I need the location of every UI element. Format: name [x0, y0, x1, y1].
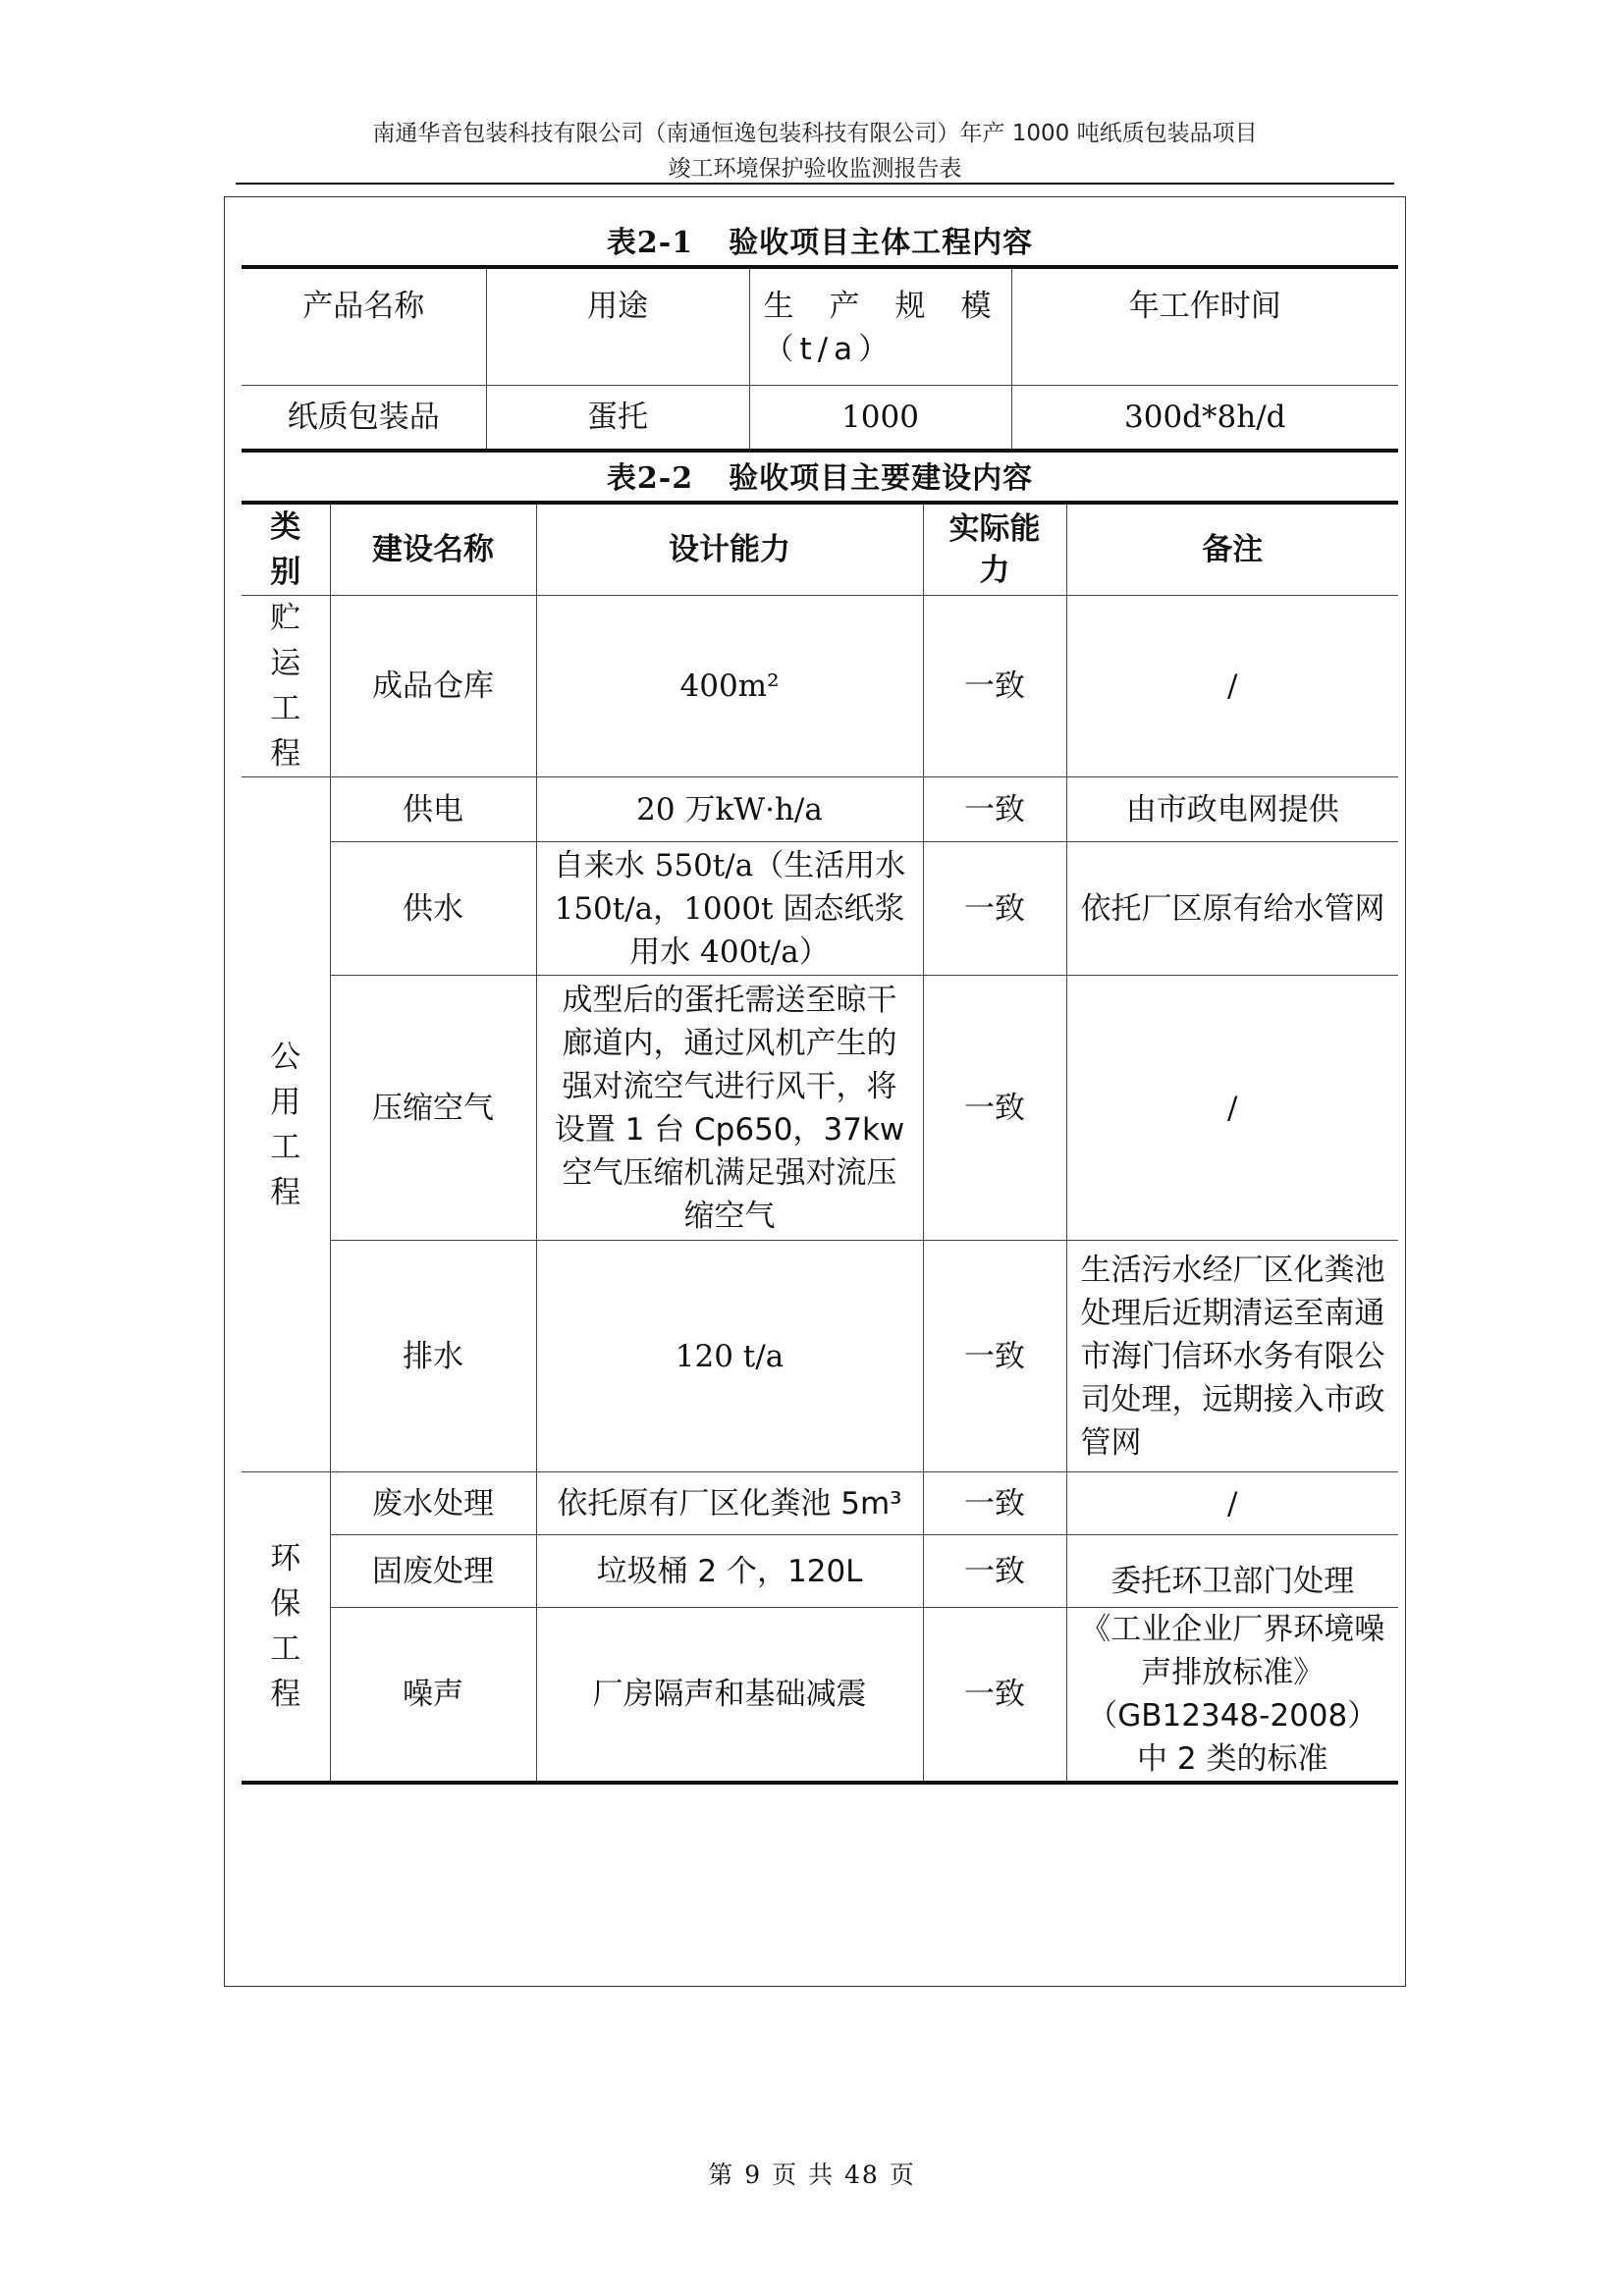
table1-header-cell: 用途 [486, 267, 749, 386]
name-cell: 废水处理 [330, 1472, 536, 1535]
category-cell: 公用工程 [242, 777, 330, 1472]
table1-cell: 纸质包装品 [242, 386, 486, 452]
note-cell: / [1066, 596, 1398, 777]
table2-header-row [242, 503, 1398, 596]
page-footer: 第 9 页 共 48 页 [708, 2161, 916, 2189]
actual-cell: 一致 [923, 1608, 1066, 1784]
name-cell: 排水 [330, 1241, 536, 1472]
table1-header-cell: 产品名称 [242, 267, 486, 386]
table1-cell: 1000 [749, 386, 1011, 452]
name-cell: 固废处理 [330, 1535, 536, 1608]
actual-cell: 一致 [923, 976, 1066, 1241]
table2-header-cell: 类别 [242, 503, 330, 596]
table2-caption-num: 表2-2 [606, 461, 694, 496]
table2-header-cell: 备注 [1066, 503, 1398, 596]
table2-header-cell: 建设名称 [330, 503, 536, 596]
table-row [242, 976, 1398, 1241]
table2-caption [242, 454, 1398, 497]
actual-cell: 一致 [923, 596, 1066, 777]
actual-cell: 一致 [923, 1472, 1066, 1535]
design-cell: 400m² [536, 596, 923, 777]
actual-cell: 一致 [923, 1535, 1066, 1608]
design-cell: 垃圾桶 2 个，120L [536, 1535, 923, 1608]
table-construction-content [242, 501, 1398, 1785]
table1-data-row [242, 386, 1398, 452]
table-row [242, 596, 1398, 777]
table-main-project [242, 265, 1398, 453]
table1-cell: 300d*8h/d [1011, 386, 1398, 452]
table1-header-cell: 生 产 规 模（t/a） [749, 267, 1011, 386]
design-cell: 自来水 550t/a（生活用水 150t/a，1000t 固态纸浆用水 400t/a） [536, 842, 923, 976]
name-cell: 供水 [330, 842, 536, 976]
category-cell: 贮运工程 [242, 596, 330, 777]
note-cell: 生活污水经厂区化粪池处理后近期清运至南通市海门信环水务有限公司处理，远期接入市政管网 [1066, 1241, 1398, 1472]
name-cell: 供电 [330, 777, 536, 842]
name-cell: 压缩空气 [330, 976, 536, 1241]
table-row [242, 1608, 1398, 1784]
table1-header-row [242, 267, 1398, 386]
design-cell: 成型后的蛋托需送至晾干廊道内，通过风机产生的强对流空气进行风干，将设置 1 台 Cp650，37kw 空气压缩机满足强对流压缩空气 [536, 976, 923, 1241]
report-header [236, 116, 1394, 187]
design-cell: 厂房隔声和基础减震 [536, 1608, 923, 1784]
note-cell: 委托环卫部门处理 [1066, 1535, 1398, 1608]
table1-cell: 蛋托 [486, 386, 749, 452]
category-cell: 环保工程 [242, 1472, 330, 1784]
actual-cell: 一致 [923, 1241, 1066, 1472]
note-cell: 《工业企业厂界环境噪声排放标准》（GB12348-2008）中 2 类的标准 [1066, 1608, 1398, 1784]
table2-header-cell: 设计能力 [536, 503, 923, 596]
table1-caption-title: 验收项目主体工程内容 [729, 226, 1034, 260]
note-cell: 依托厂区原有给水管网 [1066, 842, 1398, 976]
table2-header-cell: 实际能力 [923, 503, 1066, 596]
table2-caption-title: 验收项目主要建设内容 [729, 461, 1034, 496]
design-cell: 20 万kW·h/a [536, 777, 923, 842]
actual-cell: 一致 [923, 842, 1066, 976]
header-rule [236, 183, 1394, 185]
name-cell: 噪声 [330, 1608, 536, 1784]
note-cell: 由市政电网提供 [1066, 777, 1398, 842]
note-cell: / [1066, 976, 1398, 1241]
header-line-1: 南通华音包装科技有限公司（南通恒逸包装科技有限公司）年产 1000 吨纸质包装品项目 [372, 121, 1258, 146]
note-cell: / [1066, 1472, 1398, 1535]
table-row [242, 1535, 1398, 1608]
table-row [242, 1241, 1398, 1472]
design-cell: 依托原有厂区化粪池 5m³ [536, 1472, 923, 1535]
header-line-2: 竣工环境保护验收监测报告表 [668, 156, 962, 182]
design-cell: 120 t/a [536, 1241, 923, 1472]
table1-header-cell: 年工作时间 [1011, 267, 1398, 386]
table1-caption-num: 表2-1 [606, 226, 694, 260]
table-row [242, 1472, 1398, 1535]
table-row [242, 842, 1398, 976]
name-cell: 成品仓库 [330, 596, 536, 777]
table1-caption [242, 218, 1398, 261]
table-row [242, 777, 1398, 842]
actual-cell: 一致 [923, 777, 1066, 842]
